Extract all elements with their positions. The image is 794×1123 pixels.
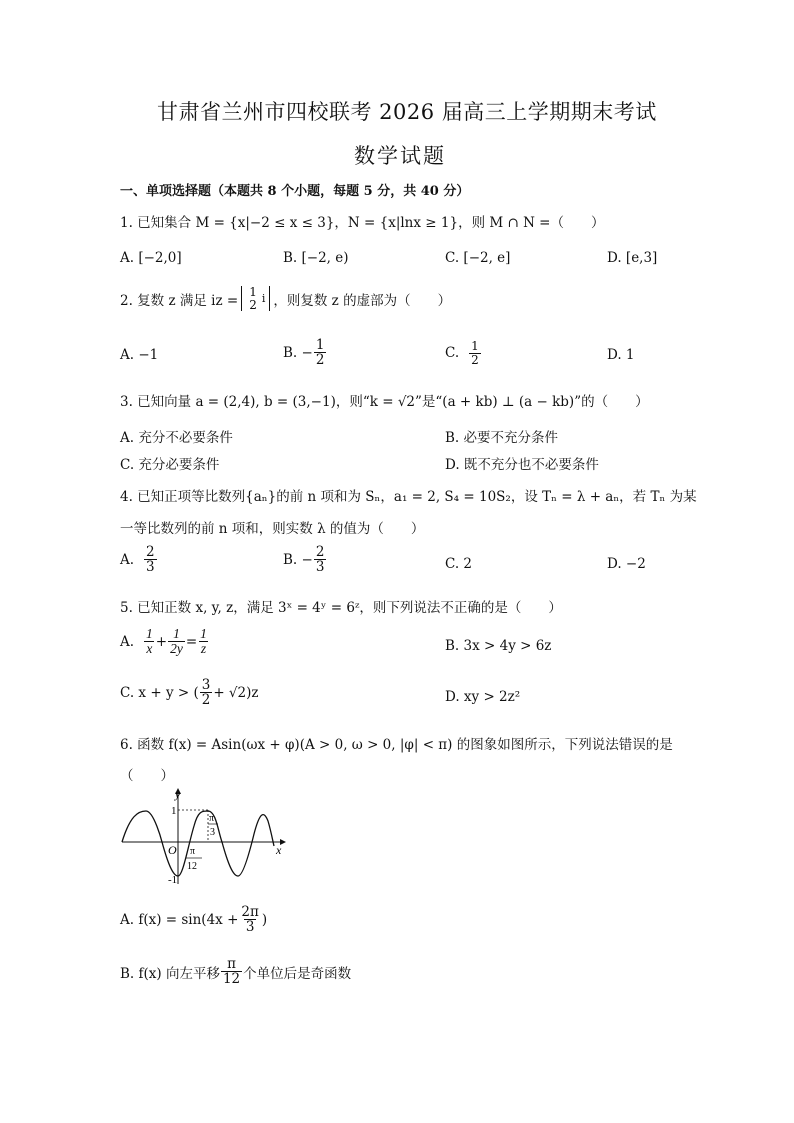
question-6-option-b-end: 个单位后是奇函数	[243, 965, 352, 982]
question-1-option-d: D. [e,3]	[607, 250, 658, 266]
question-3-option-d: D. 既不充分也不必要条件	[445, 457, 599, 473]
fraction-denominator: 3	[245, 919, 255, 936]
question-6-option-b	[120, 957, 351, 986]
fraction-numerator: 2	[315, 544, 325, 560]
determinant-right: i	[261, 292, 266, 306]
question-1-option-b: B. [−2, e)	[283, 250, 349, 266]
page-title: 甘肃省兰州市四校联考 2026 届高三上学期期末考试	[157, 100, 657, 124]
pi-over-3-numerator: π	[209, 813, 215, 824]
question-6-stem-line-2: （ ）	[120, 768, 174, 784]
fraction-denominator: 2y	[170, 641, 183, 657]
question-3-stem: 3. 已知向量 a = (2,4), b = (3,−1)，则“k = √2”是“(a + kb) ⊥ (a − kb)”的（ ）	[120, 394, 649, 410]
fraction-denominator: 2	[315, 352, 325, 369]
fraction-denominator: 12	[222, 971, 241, 988]
question-4-stem-line-2: 一等比数列的前 n 项和，则实数 λ 的值为（ ）	[120, 521, 425, 537]
pi-over-3-denominator: 3	[210, 827, 215, 838]
question-4-option-b-label: B. −	[283, 551, 313, 568]
tick-label-one: 1	[171, 805, 177, 817]
question-1-option-a: A. [−2,0]	[120, 250, 182, 266]
pi-over-12-denominator: 12	[187, 861, 197, 872]
determinant-top: 1	[249, 285, 257, 299]
y-axis-label: y	[175, 787, 181, 801]
question-6-option-a	[120, 905, 267, 934]
question-3-option-a: A. 充分不必要条件	[120, 430, 233, 446]
fraction-denominator: z	[200, 641, 207, 657]
equals-sign: =	[185, 633, 198, 650]
fraction-numerator: 2π	[241, 904, 259, 920]
question-5-option-c-end: + √2)z	[213, 684, 259, 701]
fraction-numerator: π	[227, 956, 236, 972]
question-4-option-d: D. −2	[607, 556, 646, 572]
question-2-stem	[120, 286, 451, 311]
question-2-option-d: D. 1	[607, 347, 635, 363]
sine-graph-svg	[118, 786, 288, 888]
pi-over-12-numerator: π	[190, 846, 196, 857]
question-6-option-a-end: )	[261, 911, 268, 928]
question-5-option-c-start: C. x + y > (	[120, 684, 199, 701]
question-6-stem-line-1: 6. 函数 f(x) = Asin(ωx + φ)(A > 0, ω > 0, |φ| < π) 的图象如图所示，下列说法错误的是	[120, 737, 673, 753]
question-6-option-a-start: A. f(x) = sin(4x +	[120, 911, 239, 928]
fraction-numerator: 3	[201, 677, 211, 693]
question-2-stem-end: ，则复数 z 的虚部为（ ）	[273, 292, 452, 309]
question-4-option-a	[120, 545, 158, 574]
question-2-option-c-label: C.	[445, 345, 460, 362]
fraction-numerator: 1	[200, 626, 207, 641]
determinant	[241, 286, 270, 311]
fraction-numerator: 1	[173, 626, 180, 641]
question-4-option-c: C. 2	[445, 556, 473, 572]
fraction-numerator: 1	[471, 339, 479, 353]
question-5-option-d: D. xy > 2z²	[445, 689, 521, 705]
fraction-denominator: 3	[146, 559, 155, 576]
question-2-option-a: A. −1	[120, 347, 159, 363]
question-1-stem: 1. 已知集合 M = {x|−2 ≤ x ≤ 3}，N = {x|lnx ≥ 1}，则 M ∩ N =（ ）	[120, 215, 605, 231]
question-5-option-a-label: A.	[120, 633, 135, 650]
question-5-stem: 5. 已知正数 x, y, z，满足 3ˣ = 4ʸ = 6ᶻ，则下列说法不正确的是（ ）	[120, 600, 562, 616]
fraction-denominator: 2	[471, 352, 479, 367]
question-3-option-b: B. 必要不充分条件	[445, 430, 559, 446]
question-4-option-b	[283, 545, 327, 574]
fraction-denominator: 3	[315, 559, 325, 576]
question-2-option-b-label: B. −	[283, 344, 313, 361]
question-5-option-a	[120, 627, 210, 656]
question-2-stem-start: 2. 复数 z 满足 iz =	[120, 292, 239, 309]
question-1-option-c: C. [−2, e]	[445, 250, 511, 266]
question-3-option-c: C. 充分必要条件	[120, 457, 220, 473]
plus-sign: +	[155, 633, 168, 650]
fraction-denominator: 2	[201, 692, 211, 709]
sine-curve	[122, 811, 274, 876]
question-2-option-b	[283, 338, 327, 367]
fraction-numerator: 2	[146, 544, 155, 560]
question-5-option-c	[120, 678, 259, 707]
question-4-stem-line-1: 4. 已知正项等比数列{aₙ}的前 n 项和为 Sₙ，a₁ = 2, S₄ = 10S₂，设 Tₙ = λ + aₙ，若 Tₙ 为某	[120, 489, 697, 505]
x-axis-label: x	[276, 843, 282, 857]
question-5-option-b: B. 3x > 4y > 6z	[445, 638, 552, 654]
question-2-option-c	[445, 340, 482, 366]
tick-label-minus-one: -1	[168, 874, 178, 886]
question-6-option-b-start: B. f(x) 向左平移	[120, 965, 220, 982]
determinant-bottom: 2	[249, 297, 257, 312]
page-subtitle: 数学试题	[354, 144, 446, 168]
fraction-numerator: 1	[315, 337, 325, 353]
question-4-option-a-label: A.	[120, 551, 135, 568]
section-heading: 一、单项选择题（本题共 8 个小题，每题 5 分，共 40 分）	[120, 184, 470, 199]
sine-graph	[118, 786, 288, 888]
fraction-numerator: 1	[146, 626, 153, 641]
fraction-denominator: x	[146, 641, 153, 657]
origin-label: O	[168, 843, 177, 857]
